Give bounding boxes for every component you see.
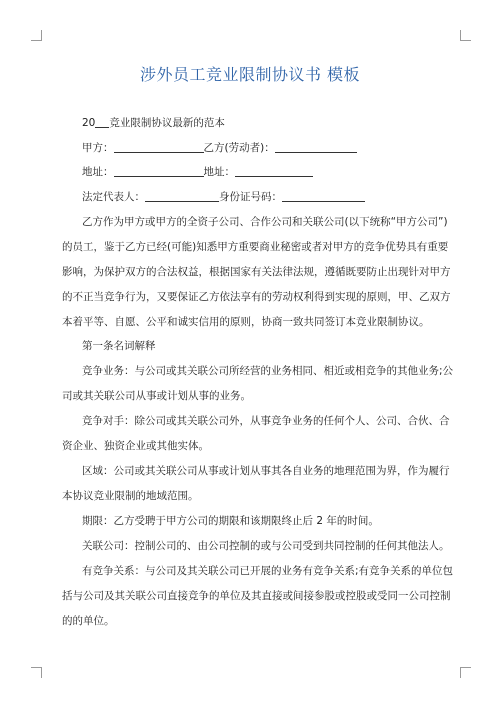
def-relation-line: 有竞争关系：与公司及其关联公司已开展的业务有竞争关系;有竞争关系的单位包 [82,565,454,577]
subtitle-prefix: 20 [82,117,96,129]
crop-mark-bottom-right [460,667,471,678]
def-business-line: 司或其关联公司从事或计划从事的业务。 [62,390,251,402]
address-label-b: 地址： [203,166,235,178]
party-a-label: 甲方： [82,142,114,154]
legal-rep-label: 法定代表人： [82,191,145,203]
party-a-blank[interactable] [114,141,204,153]
def-relation-line: 括与公司及其关联公司直接竞争的单位及其直接或间接参股或控股或受同一公司控制 [62,590,451,602]
legal-rep-line [82,190,462,204]
para1-line: 乙方作为甲方或甲方的全资子公司、合作公司和关联公司(以下统称“甲方公司”) [82,216,448,228]
crop-mark-bottom-left [31,667,42,678]
def-period-line: 期限：乙方受聘于甲方公司的期限和该期限终止后 2 年的时间。 [82,515,379,527]
def-region-line: 本协议竞业限制的地域范围。 [62,490,199,502]
article1-heading: 第一条名词解释 [82,340,156,352]
document-title: 涉外员工竞业限制协议书 模板 [139,65,361,84]
party-b-blank[interactable] [275,141,357,153]
def-competitor-line: 资企业、独资企业或其他实体。 [62,440,209,452]
para1-line: 本着平等、自愿、公平和诚实信用的原则，协商一致共同签订本竞业限制协议。 [62,316,430,328]
para1-line: 影响，为保护双方的合法权益，根据国家有关法律法规，遵循既要防止出现针对甲方 [62,266,451,278]
para1-line: 的员工，鉴于乙方已经(可能)知悉甲方重要商业秘密或者对甲方的竞争优势具有重要 [62,241,449,253]
party-b-label: 乙方(劳动者)： [203,142,275,154]
para1-line: 的不正当竞争行为，又要保证乙方依法享有的劳动权利得到实现的原则，甲、乙双方 [62,291,451,303]
def-competitor-line: 竞争对手：除公司或其关联公司外，从事竞争业务的任何个人、公司、合伙、合 [82,415,450,427]
address-label-a: 地址： [82,166,114,178]
subtitle-line [82,116,462,130]
crop-mark-top-right [460,30,471,41]
def-region-line: 区域：公司或其关联公司从事或计划从事其各自业务的地理范围为界，作为履行 [82,465,450,477]
crop-mark-top-left [31,30,42,41]
def-affiliate-line: 关联公司：控制公司的、由公司控制的或与公司受到共同控制的任何其他法人。 [82,540,450,552]
parties-line [82,141,462,155]
id-label: 身份证号码： [219,191,282,203]
address-line [82,165,462,179]
id-blank[interactable] [282,190,365,202]
address-a-blank[interactable] [114,165,204,177]
legal-rep-blank[interactable] [145,190,219,202]
subtitle-suffix: 竞业限制协议最新的范本 [109,117,225,129]
def-relation-line: 的的单位。 [62,615,115,627]
address-b-blank[interactable] [235,165,313,177]
def-business-line: 竞争业务：与公司或其关联公司所经营的业务相同、相近或相竞争的其他业务;公 [82,365,454,377]
year-blank[interactable] [95,116,109,128]
